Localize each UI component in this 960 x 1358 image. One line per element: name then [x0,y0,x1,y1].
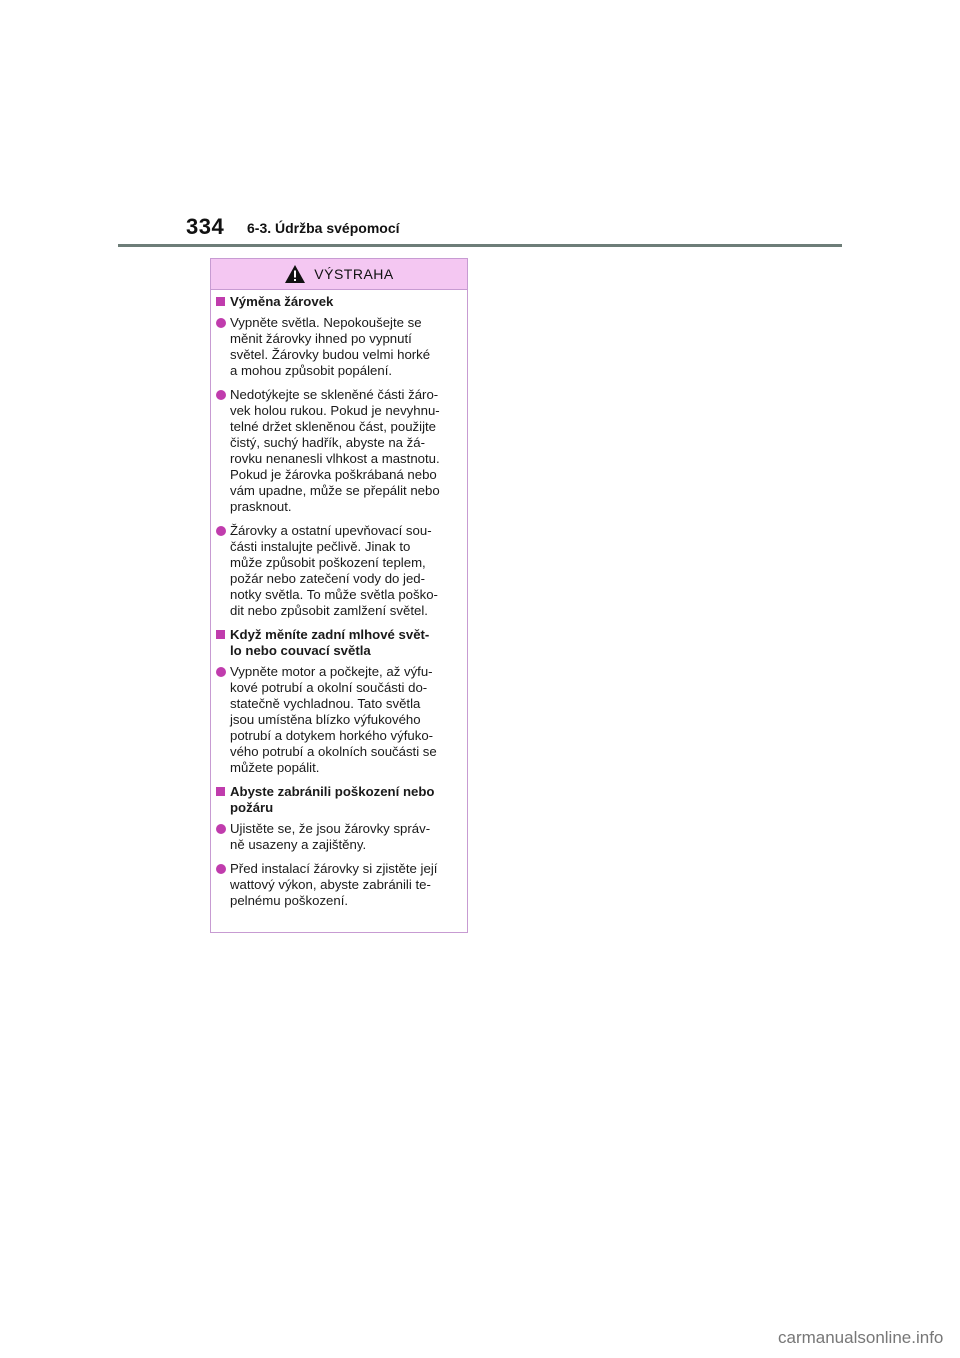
bullet-item [215,315,461,379]
circle-bullet-icon [216,864,226,874]
warning-content [211,290,467,909]
warning-triangle-icon [284,264,306,284]
section-heading-text: Abyste zabránili poškození nebo požáru [230,784,435,815]
warning-header [211,259,467,290]
bullet-item [215,387,461,515]
bullet-text: Ujistěte se, že jsou žárovky správ- ně usazeny a zajištěny. [230,821,431,852]
circle-bullet-icon [216,318,226,328]
section-heading-text: Výměna žárovek [230,294,334,309]
bullet-text: Před instalací žárovky si zjistěte její wattový výkon, abyste zabránili te- pelnému poškození. [230,861,438,908]
bullet-text: Vypněte motor a počkejte, až výfu- kové potrubí a okolní součásti do- statečně vychladnou. Tato světla jsou umístěna blízko výfukového potrubí a dotykem horkého výfuko- vého potrubí a okolních součásti se můžete popálit. [230,664,437,775]
bullet-item [215,664,461,776]
page-number: 334 [186,214,225,239]
bullet-text: Vypněte světla. Nepokoušejte se měnit žárovky ihned po vypnutí světel. Žárovky budou velmi horké a mohou způsobit popálení. [230,315,431,378]
square-bullet-icon [216,630,225,639]
circle-bullet-icon [216,667,226,677]
section-title: 6-3. Údržba svépomocí [247,220,400,236]
circle-bullet-icon [216,824,226,834]
watermark: carmanualsonline.info [778,1328,944,1347]
circle-bullet-icon [216,390,226,400]
warning-box [210,258,468,933]
section-heading-text: Když měníte zadní mlhové svět- lo nebo couvací světla [230,627,430,658]
bullet-text: Nedotýkejte se skleněné části žáro- vek holou rukou. Pokud je nevyhnu- telné držet skleněnou část, použijte čistý, suchý hadřík, abyste na žá- rovku nenanesli vlhkost a mastnotu. Pokud je žárovka poškrábaná nebo vám upadne, může se přepálit nebo prasknout. [230,387,440,514]
bullet-item [215,821,461,853]
bullet-text: Žárovky a ostatní upevňovací sou- části instalujte pečlivě. Jinak to může způsobit poškození teplem, požár nebo zatečení vody do jed- notky světla. To může světla poško- dit nebo způsobit zamlžení světel. [230,523,438,618]
section-heading [215,784,461,816]
bullet-item [215,523,461,619]
warning-title: VÝSTRAHA [314,266,394,282]
circle-bullet-icon [216,526,226,536]
square-bullet-icon [216,297,225,306]
section-heading [215,627,461,659]
section-heading [215,294,461,310]
bullet-item [215,861,461,909]
square-bullet-icon [216,787,225,796]
header-rule [118,244,842,247]
